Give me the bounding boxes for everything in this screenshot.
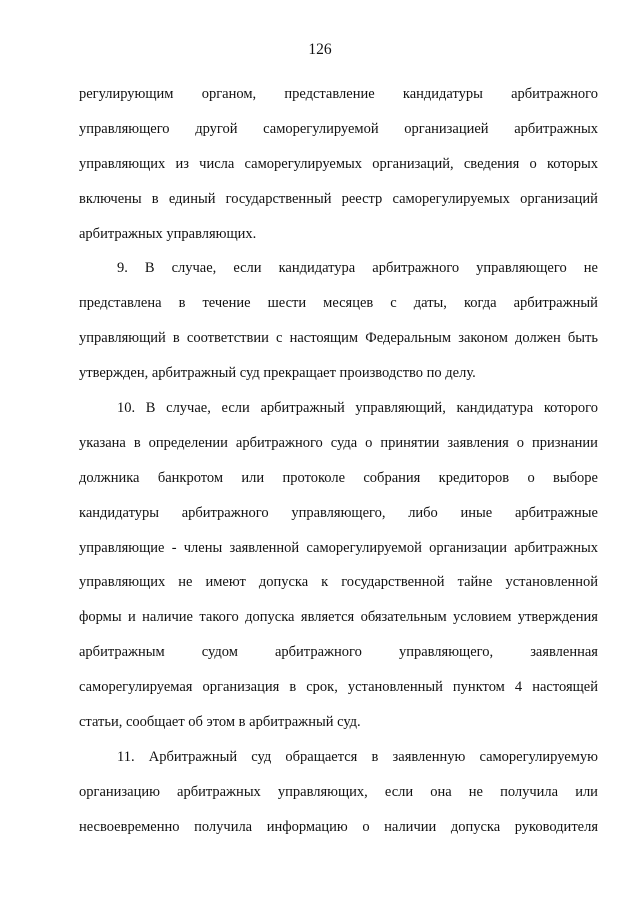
text-line bbox=[79, 635, 598, 670]
word: наличие bbox=[142, 609, 193, 626]
word: организаций bbox=[520, 190, 598, 207]
word: имеют bbox=[205, 574, 246, 591]
word: управляющий, bbox=[355, 400, 446, 417]
word: определении bbox=[148, 434, 228, 451]
paragraph bbox=[79, 77, 598, 251]
word: - bbox=[171, 539, 177, 556]
word: настоящей bbox=[532, 679, 598, 696]
word: допуска bbox=[258, 574, 309, 591]
word: саморегулируемая bbox=[79, 679, 193, 696]
word: должника bbox=[79, 469, 140, 486]
word: тайне bbox=[457, 574, 493, 591]
word: не bbox=[178, 574, 193, 591]
word: В bbox=[145, 400, 156, 417]
word: 9. bbox=[117, 260, 128, 277]
word: либо bbox=[408, 504, 438, 521]
word: несвоевременно bbox=[79, 818, 180, 835]
word: арбитражных bbox=[514, 539, 598, 556]
word: арбитражным bbox=[79, 644, 165, 661]
word: единый bbox=[168, 190, 216, 207]
word: арбитражного bbox=[274, 644, 362, 661]
word: сведения bbox=[463, 155, 520, 172]
word: течение bbox=[202, 295, 251, 312]
word: быть bbox=[567, 330, 598, 347]
word: шести bbox=[267, 295, 307, 312]
word: Арбитражный bbox=[148, 748, 238, 765]
word: настоящим bbox=[289, 330, 359, 347]
word: организаций, bbox=[372, 155, 454, 172]
word: или bbox=[241, 469, 265, 486]
text-line bbox=[79, 217, 598, 252]
word: в bbox=[289, 679, 297, 696]
word: получила bbox=[500, 783, 559, 800]
word: арбитражный bbox=[513, 295, 598, 312]
word: протоколе bbox=[282, 469, 346, 486]
text-line bbox=[79, 147, 598, 182]
word: которых bbox=[546, 155, 598, 172]
word: получила bbox=[194, 818, 253, 835]
word: установленной bbox=[505, 574, 598, 591]
word: с bbox=[276, 330, 283, 347]
word: банкротом bbox=[157, 469, 224, 486]
text-line bbox=[79, 77, 598, 112]
text-line bbox=[79, 112, 598, 147]
word: заявленную bbox=[392, 748, 466, 765]
word: в bbox=[133, 434, 141, 451]
text-line bbox=[79, 775, 598, 810]
word: включены bbox=[79, 190, 142, 207]
text-line bbox=[79, 286, 598, 321]
text-line bbox=[79, 356, 598, 391]
word: утверждения bbox=[517, 609, 598, 626]
word: суда bbox=[330, 434, 358, 451]
text-line bbox=[79, 321, 598, 356]
word: представлена bbox=[79, 295, 162, 312]
paragraph bbox=[79, 391, 598, 740]
word: о bbox=[365, 434, 373, 451]
text-line bbox=[79, 531, 598, 566]
text-line bbox=[79, 251, 598, 286]
word: суд bbox=[251, 748, 272, 765]
word: заявленная bbox=[530, 644, 598, 661]
word: она bbox=[430, 783, 452, 800]
word: собрания bbox=[363, 469, 421, 486]
word: В bbox=[144, 260, 155, 277]
word: наличии bbox=[384, 818, 437, 835]
word: арбитражного bbox=[372, 260, 460, 277]
text-line bbox=[79, 670, 598, 705]
word: формы bbox=[79, 609, 122, 626]
word: соответствии bbox=[186, 330, 269, 347]
word: или bbox=[575, 783, 598, 800]
word: регулирующим bbox=[79, 86, 174, 102]
word: арбитражного bbox=[235, 434, 323, 451]
word: арбитражные bbox=[514, 504, 598, 521]
word: о bbox=[529, 155, 537, 172]
text-line bbox=[79, 740, 598, 775]
word: 4 bbox=[514, 679, 523, 696]
word: такого bbox=[199, 609, 239, 626]
word: признании bbox=[531, 434, 598, 451]
word: в bbox=[151, 190, 159, 207]
word: государственный bbox=[225, 190, 332, 207]
word: пунктом bbox=[452, 679, 505, 696]
word: и bbox=[128, 609, 136, 626]
word: допуска bbox=[245, 609, 295, 626]
word: представление bbox=[284, 86, 375, 102]
text-line bbox=[79, 496, 598, 531]
word: обязательным bbox=[360, 609, 447, 626]
word: органом, bbox=[201, 86, 257, 102]
word: Федеральным bbox=[365, 330, 452, 347]
word: не bbox=[468, 783, 483, 800]
word: законом bbox=[458, 330, 508, 347]
word: управляющий bbox=[79, 330, 166, 347]
word: кредиторов bbox=[438, 469, 510, 486]
word: срок, bbox=[306, 679, 338, 696]
word: иные bbox=[460, 504, 493, 521]
word: организацией bbox=[404, 120, 489, 137]
body-text bbox=[79, 77, 598, 845]
word: арбитражный bbox=[260, 400, 345, 417]
word: кандидатура bbox=[456, 400, 534, 417]
word: управляющего, bbox=[291, 504, 386, 521]
word: из bbox=[175, 155, 189, 172]
word: другой bbox=[195, 120, 238, 137]
text-line bbox=[79, 565, 598, 600]
text-line bbox=[79, 182, 598, 217]
line-text: арбитражных управляющих. bbox=[79, 225, 257, 242]
page-number: 126 bbox=[308, 41, 332, 58]
word: если bbox=[233, 260, 262, 277]
word: информацию bbox=[266, 818, 348, 835]
word: управляющего bbox=[476, 260, 567, 277]
line-text: утвержден, арбитражный суд прекращает производство по делу. bbox=[79, 365, 476, 382]
text-line bbox=[79, 461, 598, 496]
word: кандидатура bbox=[278, 260, 356, 277]
word: которого bbox=[543, 400, 598, 417]
word: организации bbox=[429, 539, 507, 556]
paragraph bbox=[79, 251, 598, 391]
word: случае, bbox=[171, 260, 217, 277]
line-text: статьи, сообщает об этом в арбитражный суд. bbox=[79, 714, 361, 731]
word: в bbox=[178, 295, 186, 312]
word: заявленной bbox=[229, 539, 300, 556]
word: кандидатуры bbox=[402, 86, 483, 102]
word: не bbox=[583, 260, 598, 277]
word: 11. bbox=[117, 748, 135, 765]
word: числа bbox=[199, 155, 235, 172]
word: установленный bbox=[347, 679, 443, 696]
paragraph bbox=[79, 740, 598, 845]
word: когда bbox=[463, 295, 497, 312]
word: управляющих bbox=[79, 574, 166, 591]
word: арбитражного bbox=[511, 86, 598, 102]
word: условием bbox=[453, 609, 512, 626]
word: управляющих bbox=[79, 155, 166, 172]
text-line bbox=[79, 391, 598, 426]
word: арбитражного bbox=[181, 504, 269, 521]
text-line bbox=[79, 810, 598, 845]
text-line bbox=[79, 600, 598, 635]
word: организация bbox=[202, 679, 280, 696]
word: с bbox=[390, 295, 397, 312]
word: 10. bbox=[117, 400, 136, 417]
word: к bbox=[321, 574, 329, 591]
word: если bbox=[221, 400, 250, 417]
word: в bbox=[172, 330, 180, 347]
word: о bbox=[516, 434, 524, 451]
word: месяцев bbox=[323, 295, 374, 312]
word: если bbox=[384, 783, 414, 800]
word: управляющие bbox=[79, 539, 165, 556]
word: управляющего bbox=[79, 120, 170, 137]
word: допуска bbox=[450, 818, 501, 835]
word: выборе bbox=[553, 469, 598, 486]
word: организацию bbox=[79, 783, 160, 800]
word: является bbox=[300, 609, 355, 626]
word: о bbox=[362, 818, 370, 835]
word: саморегулируемую bbox=[479, 748, 598, 765]
word: случае, bbox=[166, 400, 211, 417]
word: саморегулируемых bbox=[244, 155, 362, 172]
word: принятии bbox=[380, 434, 440, 451]
word: арбитражных bbox=[514, 120, 598, 137]
word: заявления bbox=[447, 434, 509, 451]
word: о bbox=[527, 469, 535, 486]
word: указана bbox=[79, 434, 126, 451]
word: должен bbox=[515, 330, 561, 347]
word: управляющего, bbox=[398, 644, 494, 661]
word: в bbox=[371, 748, 379, 765]
word: руководителя bbox=[514, 818, 598, 835]
word: члены bbox=[183, 539, 223, 556]
text-line bbox=[79, 705, 598, 740]
word: саморегулируемой bbox=[306, 539, 422, 556]
text-line bbox=[79, 426, 598, 461]
word: арбитражных bbox=[177, 783, 261, 800]
word: судом bbox=[201, 644, 238, 661]
word: государственной bbox=[341, 574, 445, 591]
word: саморегулируемой bbox=[263, 120, 379, 137]
word: саморегулируемых bbox=[392, 190, 510, 207]
word: обращается bbox=[285, 748, 358, 765]
word: реестр bbox=[341, 190, 383, 207]
word: кандидатуры bbox=[79, 504, 159, 521]
word: даты, bbox=[413, 295, 447, 312]
word: управляющих, bbox=[277, 783, 368, 800]
